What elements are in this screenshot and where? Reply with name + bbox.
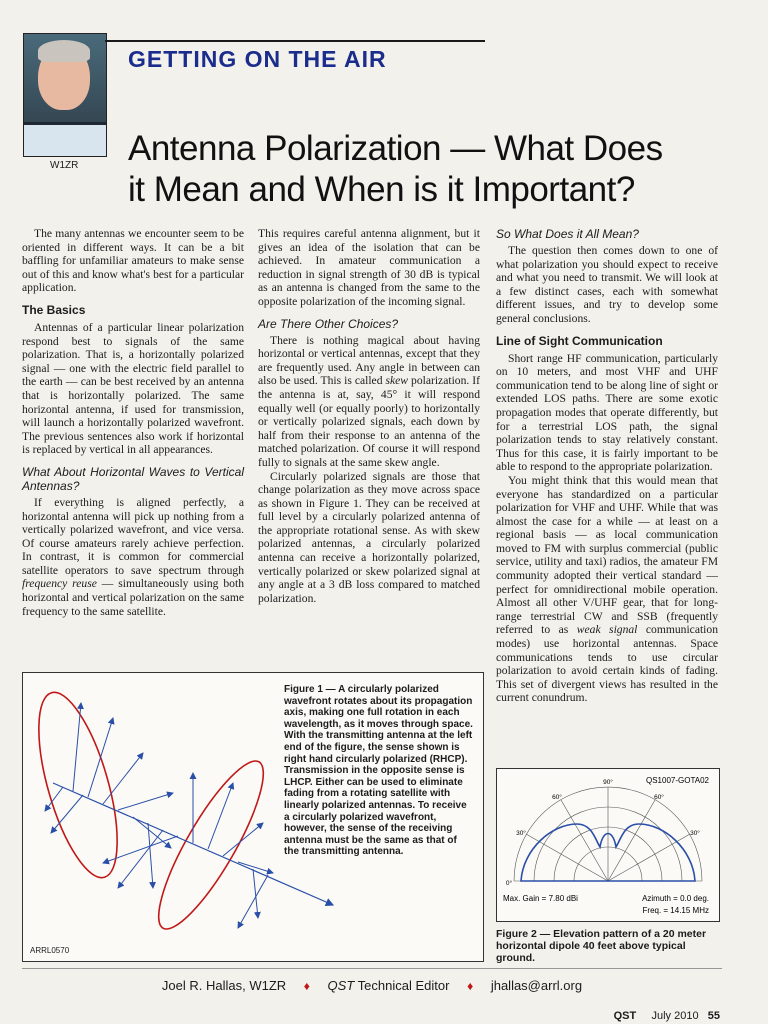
column-1 <box>22 227 244 618</box>
section-heading: What About Horizontal Waves to Vertical Antennas? <box>22 464 244 493</box>
title-line-2: it Mean and When is it Important? <box>128 170 635 209</box>
page-info <box>560 1010 720 1022</box>
figure-2 <box>496 768 720 922</box>
paragraph: You might think that this would mean that everyone has standardized on a particular polarization for VHF and UHF. While that was almost the case for a while — at least on a regional basis — as local communication moved to FM with surplus commercial (public service, utility and taxi) radios, the amateur FM community adopted their vertical standard — perfect for omnidirectional mobile operation. Almost all other V/UHF gear, that for long-range terrestrial CW and SSB (frequently referred to as weak signal communication modes) use horizontal antennas. Space communications tends to use circular polarization to avoid certain kinds of fading. This set of divergent views has resulted in the current conundrum. <box>496 473 718 705</box>
angle-label: 90° <box>603 779 613 786</box>
column-2 <box>258 227 480 605</box>
elevation-pattern-chart <box>497 769 719 921</box>
angle-label: 0° <box>505 880 513 887</box>
author-photo-caption: W1ZR <box>50 160 79 171</box>
author-name: Joel R. Hallas, W1ZR <box>161 978 287 993</box>
magazine-logo: QST <box>613 1010 637 1022</box>
paragraph: The many antennas we encounter seem to be oriented in different ways. It can be a bit baffling for unfamiliar amateurs to make sense out of this and know what's best for a particular application. <box>22 227 244 295</box>
wavefront-ellipse-left <box>23 684 133 885</box>
figure-2-code: QS1007-GOTA02 <box>646 776 709 785</box>
max-gain-label: Max. Gain = 7.80 dBi <box>503 894 578 903</box>
title-line-1: Antenna Polarization — What Does <box>128 129 663 168</box>
angle-label: 60° <box>654 794 664 801</box>
diamond-icon: ♦ <box>303 979 310 993</box>
author-email[interactable]: jhallas@arrl.org <box>490 978 583 993</box>
section-heading: So What Does it All Mean? <box>496 227 639 241</box>
paragraph: This requires careful antenna alignment, but it gives an idea of the isolation that can be achieved. In amateur communication a reduction in signal strength of 30 dB is typical as an antenna is changed from the same to the opposite polarization of the incoming signal. <box>258 227 480 308</box>
header-rule <box>105 40 485 42</box>
author-photo <box>23 33 107 157</box>
angle-label: 30° <box>690 830 700 837</box>
column-kicker: GETTING ON THE AIR <box>128 46 387 72</box>
figure-1-id: ARRL0570 <box>30 946 70 955</box>
magazine-name: QST <box>327 978 355 993</box>
author-role: Technical Editor <box>357 978 450 993</box>
paragraph: If everything is aligned perfectly, a horizontal antenna will pick up nothing from a vertically polarized wavefront, and vice versa. Of course amateurs rarely achieve perfection. In contrast, it is common for commercial satellite operators to save spectrum through frequency reuse — simultaneously using both horizontal and vertical polarization on the same frequency to the same satellite. <box>22 495 244 618</box>
paragraph: The question then comes down to one of what polarization you should expect to receive and what you need to transmit. We will look at a few distinct cases, each with somewhat different issues, and try to develop some general conclusions. <box>496 244 718 325</box>
author-footer <box>22 978 722 993</box>
paragraph: Circularly polarized signals are those that change polarization as they move across space as shown in Figure 1. They can be received at full level by a circularly polarized antenna of the appropriate rotational sense. As with skew polarized antennas, a circularly polarized antenna can receive a horizontally polarized, vertically polarized or skew polarized signal at any angle at a 3 dB loss compared to matched polarization. <box>258 469 480 605</box>
section-heading: Line of Sight Communication <box>496 333 663 348</box>
paragraph: Short range HF communication, particularly on 10 meters, and most VHF and UHF communication tend to be along line of sight or extended LOS paths. There are some exotic propagation modes that operate differently, but for a terrestrial LOS path, the signal polarization tends to stay relatively constant. Thus for this case, it is fairly important to be able to respond to the appropriate polarization. <box>496 351 718 474</box>
wavefront-ellipse-right <box>142 750 280 940</box>
field-vectors <box>45 703 273 928</box>
figure-2-caption: Figure 2 — Elevation pattern of a 20 meter horizontal dipole 40 feet above typical ground. <box>496 928 707 964</box>
angle-label: 60° <box>552 794 562 801</box>
paragraph: Antennas of a particular linear polarization respond best to signals of the same polarization. That is, a horizontally polarized signal — one with the electric field parallel to the earth — can be best received by an antenna that is horizontally polarized. The same horizontal antenna, if used for transmission, will launch a horizontally polarized wavefront. The previous sentences also work if horizontal is replaced by vertical in all appearances. <box>22 320 244 457</box>
azimuth-label: Azimuth = 0.0 deg. <box>642 894 709 903</box>
paragraph: There is nothing magical about having horizontal or vertical antennas, except that they are frequently used. Any angle in between can also be used. This is called skew polarization. If the antenna is at, say, 45° it will respond equally well (or equally poorly) to horizontally or vertically polarized signals, each down by half from their response to an antenna of the matched polarization. Of course it will respond fully to signals at the same skew angle. <box>258 333 480 469</box>
column-3 <box>496 227 718 705</box>
figure-1-caption: Figure 1 — A circularly polarized wavefront rotates about its propagation axis, making one full rotation in each wavelength, as it moves through space. With the transmitting antenna at the left end of the figure, the sense shown is right hand circularly polarized (RHCP). Transmission in the opposite sense is LHCP. Either can be used to eliminate fading from a rotating satellite with linearly polarized antennas. To receive a circularly polarized wavefront, however, the sense of the receiving antenna must be the same as that of the transmitting antenna. <box>284 684 473 858</box>
article-title <box>128 128 688 210</box>
section-heading: Are There Other Choices? <box>258 316 399 331</box>
frequency-label: Freq. = 14.15 MHz <box>642 906 709 915</box>
page-number: 55 <box>707 1010 720 1022</box>
issue-date: July 2010 <box>651 1010 699 1022</box>
diamond-icon: ♦ <box>467 979 474 993</box>
angle-label: 30° <box>516 830 526 837</box>
section-heading: The Basics <box>22 302 86 317</box>
footer-rule <box>22 968 722 969</box>
